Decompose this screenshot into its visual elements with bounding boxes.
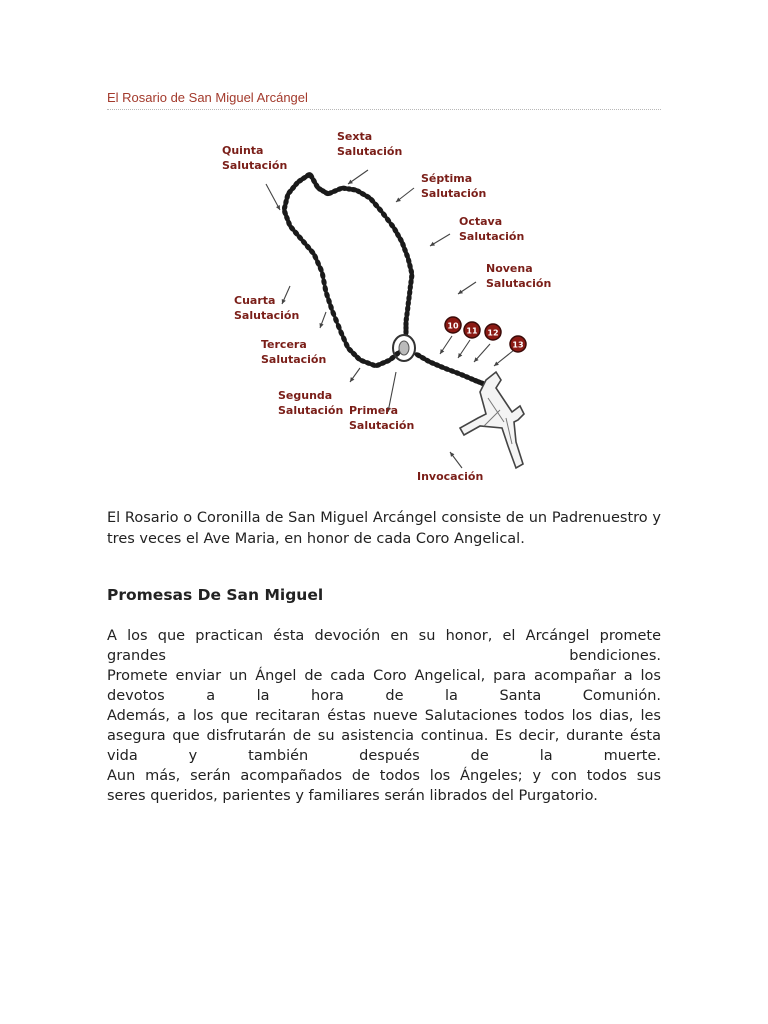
paragraph-line: asegura que disfrutarán de su asistencia continua. Es decir, durante ésta xyxy=(107,728,661,744)
bead-number: 11 xyxy=(466,326,478,336)
label-invocacion: Invocación xyxy=(417,470,484,483)
arrow-head xyxy=(348,180,353,184)
crucifix-icon xyxy=(460,372,524,468)
label-sexta: Sexta Salutación xyxy=(337,130,403,158)
paragraph-line: Además, a los que recitaran éstas nueve Salutaciones todos los dias, les xyxy=(107,708,661,724)
label-cuarta: Cuarta Salutación xyxy=(234,294,300,322)
bead-number: 12 xyxy=(487,328,499,338)
intro-paragraph: El Rosario o Coronilla de San Miguel Arcángel consiste de un Padrenuestro y tres veces el Ave Maria, en honor de cada Coro Angelical. xyxy=(107,510,661,547)
paragraph-line: grandes bendiciones. xyxy=(107,648,661,664)
paragraph-line: seres queridos, parientes y familiares serán librados del Purgatorio. xyxy=(107,788,598,804)
arrow-head xyxy=(350,377,354,382)
label-tercera: Tercera Salutación xyxy=(261,338,327,366)
arrow-head xyxy=(458,290,463,294)
paragraph-line: devotos a la hora de la Santa Comunión. xyxy=(107,688,661,704)
arrow-head xyxy=(458,353,462,358)
promises-paragraph xyxy=(107,626,661,806)
bead-number: 10 xyxy=(447,321,459,331)
section-heading: Promesas De San Miguel xyxy=(107,586,324,604)
arrow-head xyxy=(440,349,444,354)
label-novena: Novena Salutación xyxy=(486,262,552,290)
paragraph-line: A los que practican ésta devoción en su honor, el Arcángel promete xyxy=(107,628,661,644)
rosary-diagram xyxy=(218,122,553,487)
label-septima: Séptima Salutación xyxy=(421,172,487,200)
paragraph-line: Aun más, serán acompañados de todos los Ángeles; y con todos sus xyxy=(107,768,661,784)
label-quinta: Quinta Salutación xyxy=(222,144,288,172)
document-title: El Rosario de San Miguel Arcángel xyxy=(107,90,308,105)
numbered-beads xyxy=(445,317,526,352)
label-segunda: Segunda Salutación xyxy=(278,389,344,417)
title-divider xyxy=(107,109,661,110)
rosary-medal xyxy=(393,335,415,361)
paragraph-line: Promete enviar un Ángel de cada Coro Angelical, para acompañar a los xyxy=(107,668,661,684)
paragraph-line: vida y también después de la muerte. xyxy=(107,748,661,764)
label-octava: Octava Salutación xyxy=(459,215,525,243)
label-primera: Primera Salutación xyxy=(349,404,415,432)
arrow-head xyxy=(320,323,324,328)
bead-number: 13 xyxy=(512,340,524,350)
